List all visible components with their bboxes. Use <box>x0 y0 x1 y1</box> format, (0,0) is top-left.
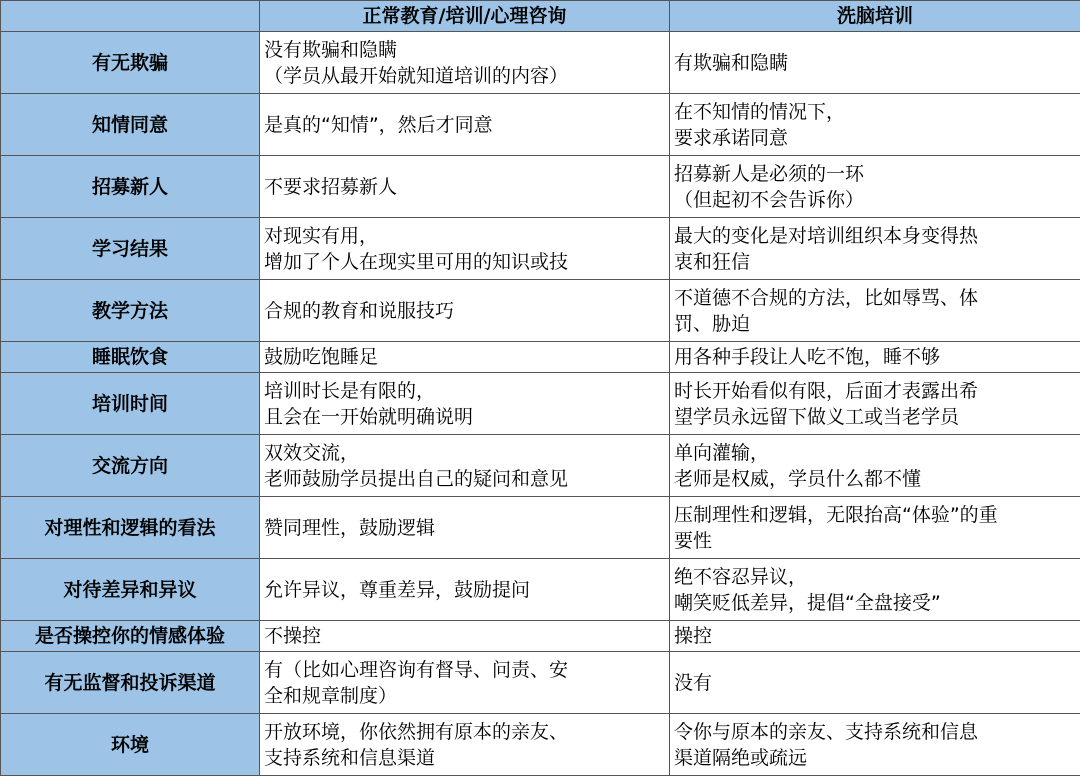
header-row <box>1 1 1080 32</box>
table-row <box>1 94 1080 156</box>
table-row <box>1 156 1080 218</box>
table-row <box>1 32 1080 94</box>
brainwash-cell: 时长开始看似有限，后面才表露出希 望学员永远留下做义工或当老学员 <box>670 373 1080 435</box>
row-label: 招募新人 <box>1 156 260 218</box>
row-label: 有无监督和投诉渠道 <box>1 652 260 714</box>
normal-cell: 不操控 <box>260 621 670 652</box>
brainwash-cell: 没有 <box>670 652 1080 714</box>
normal-cell: 双效交流， 老师鼓励学员提出自己的疑问和意见 <box>260 435 670 497</box>
table-row <box>1 714 1080 776</box>
row-label: 学习结果 <box>1 218 260 280</box>
normal-cell: 允许异议，尊重差异，鼓励提问 <box>260 559 670 621</box>
normal-cell: 有（比如心理咨询有督导、问责、安 全和规章制度） <box>260 652 670 714</box>
table-row <box>1 559 1080 621</box>
brainwash-cell: 在不知情的情况下， 要求承诺同意 <box>670 94 1080 156</box>
brainwash-cell: 招募新人是必须的一环 （但起初不会告诉你） <box>670 156 1080 218</box>
normal-cell: 开放环境，你依然拥有原本的亲友、 支持系统和信息渠道 <box>260 714 670 776</box>
brainwash-cell: 压制理性和逻辑，无限抬高“体验”的重 要性 <box>670 497 1080 559</box>
row-label: 对待差异和异议 <box>1 559 260 621</box>
row-label: 环境 <box>1 714 260 776</box>
row-label: 睡眠饮食 <box>1 342 260 373</box>
row-label: 培训时间 <box>1 373 260 435</box>
brainwash-cell: 单向灌输， 老师是权威，学员什么都不懂 <box>670 435 1080 497</box>
table-row <box>1 497 1080 559</box>
brainwash-cell: 用各种手段让人吃不饱，睡不够 <box>670 342 1080 373</box>
normal-cell: 不要求招募新人 <box>260 156 670 218</box>
brainwash-cell: 最大的变化是对培训组织本身变得热 衷和狂信 <box>670 218 1080 280</box>
row-label: 教学方法 <box>1 280 260 342</box>
table-row <box>1 621 1080 652</box>
header-brainwash-training: 洗脑培训 <box>670 1 1080 32</box>
normal-cell: 合规的教育和说服技巧 <box>260 280 670 342</box>
row-label: 交流方向 <box>1 435 260 497</box>
row-label: 对理性和逻辑的看法 <box>1 497 260 559</box>
normal-cell: 对现实有用， 增加了个人在现实里可用的知识或技 <box>260 218 670 280</box>
brainwash-cell: 操控 <box>670 621 1080 652</box>
row-label: 有无欺骗 <box>1 32 260 94</box>
normal-cell: 鼓励吃饱睡足 <box>260 342 670 373</box>
normal-cell: 没有欺骗和隐瞒 （学员从最开始就知道培训的内容） <box>260 32 670 94</box>
normal-cell: 赞同理性，鼓励逻辑 <box>260 497 670 559</box>
brainwash-cell: 有欺骗和隐瞒 <box>670 32 1080 94</box>
table-row <box>1 435 1080 497</box>
table-row <box>1 218 1080 280</box>
table-row <box>1 280 1080 342</box>
normal-cell: 是真的“知情”，然后才同意 <box>260 94 670 156</box>
header-corner <box>1 1 260 32</box>
header-normal-education: 正常教育/培训/心理咨询 <box>260 1 670 32</box>
table-row <box>1 652 1080 714</box>
normal-cell: 培训时长是有限的， 且会在一开始就明确说明 <box>260 373 670 435</box>
brainwash-cell: 不道德不合规的方法，比如辱骂、体 罚、胁迫 <box>670 280 1080 342</box>
table-row <box>1 342 1080 373</box>
row-label: 知情同意 <box>1 94 260 156</box>
brainwash-cell: 绝不容忍异议， 嘲笑贬低差异，提倡“全盘接受” <box>670 559 1080 621</box>
brainwash-cell: 令你与原本的亲友、支持系统和信息 渠道隔绝或疏远 <box>670 714 1080 776</box>
table-row <box>1 373 1080 435</box>
row-label: 是否操控你的情感体验 <box>1 621 260 652</box>
